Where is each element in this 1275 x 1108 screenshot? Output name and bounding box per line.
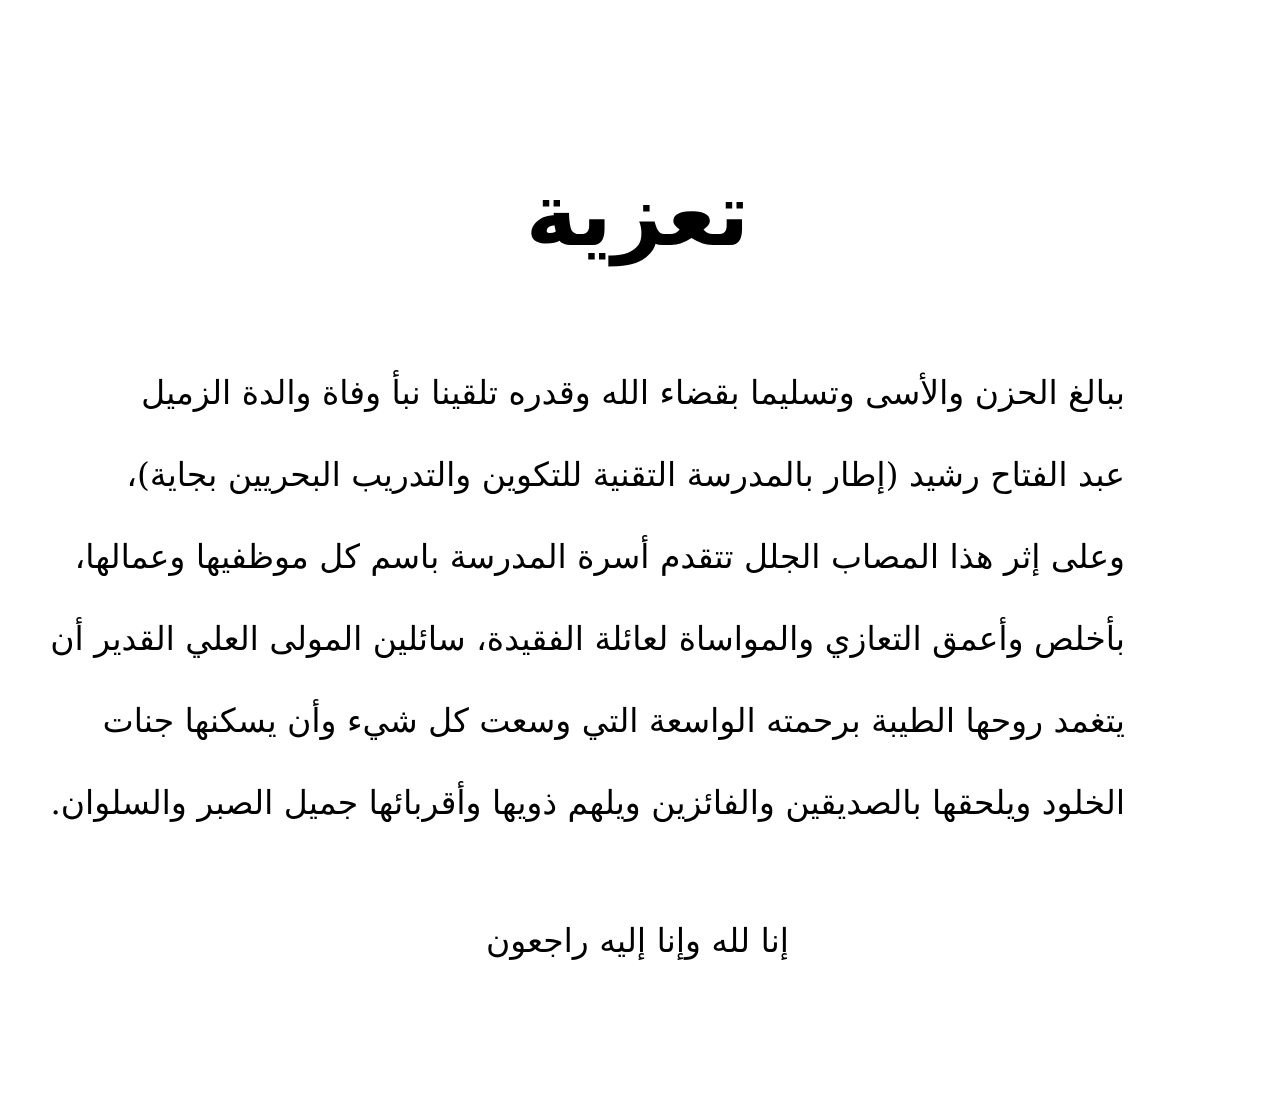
message-line-5: يتغمد روحها الطيبة برحمته الواسعة التي وسعت كل شيء وأن يسكنها جنات — [102, 701, 1125, 740]
message-line-3: وعلى إثر هذا المصاب الجلل تتقدم أسرة المدرسة باسم كل موظفيها وعمالها، — [74, 537, 1125, 576]
message-line-6: الخلود ويلحقها بالصديقين والفائزين ويلهم ذويها وأقربائها جميل الصبر والسلوان. — [50, 783, 1125, 822]
condolence-message — [50, 352, 1125, 844]
page-title: تعزية — [525, 163, 750, 266]
message-line-4: بأخلص وأعمق التعازي والمواساة لعائلة الفقيدة، سائلين المولى العلي القدير أن — [50, 619, 1125, 658]
message-line-2: عبد الفتاح رشيد (إطار بالمدرسة التقنية للتكوين والتدريب البحريين بجاية)، — [126, 455, 1125, 494]
message-line-1: ببالغ الحزن والأسى وتسليما بقضاء الله وقدره تلقينا نبأ وفاة والدة الزميل — [141, 373, 1125, 412]
closing-verse: إنا لله وإنا إليه راجعون — [486, 921, 789, 960]
